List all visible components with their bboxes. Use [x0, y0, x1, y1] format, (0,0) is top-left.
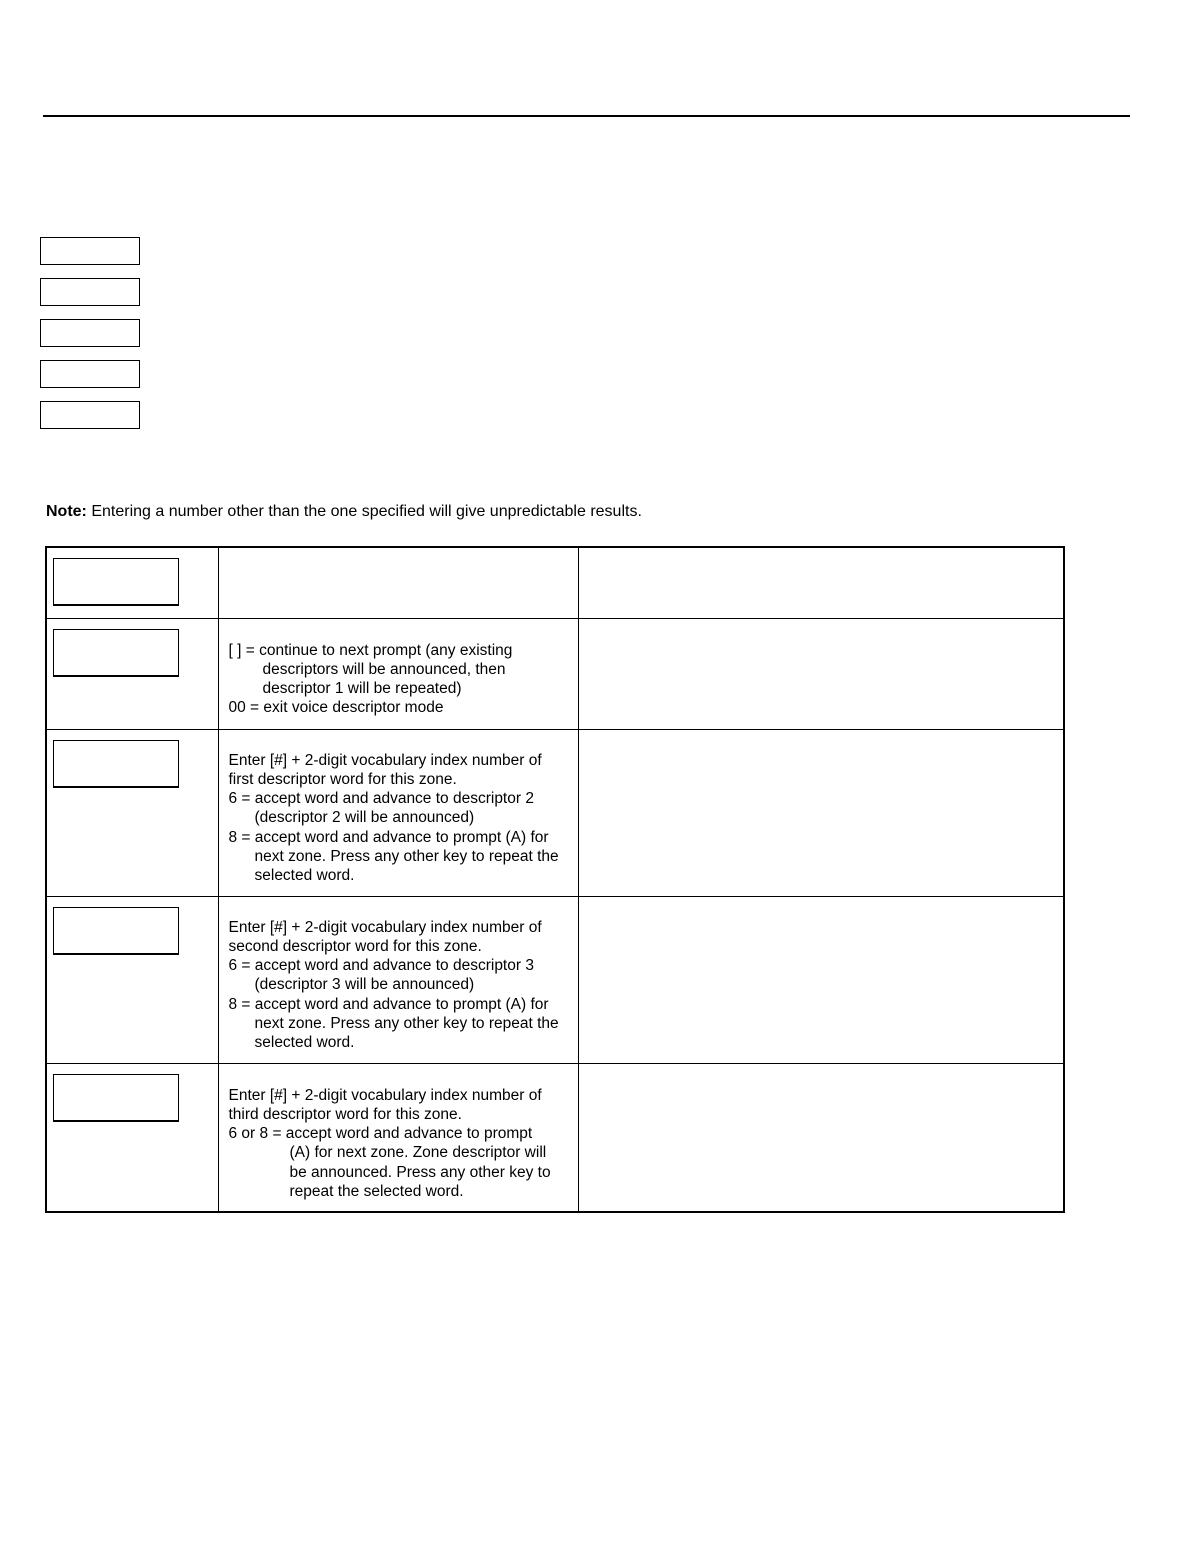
key-box-2: [40, 278, 140, 306]
entry-line: selected word.: [254, 1034, 355, 1052]
entry-line: third descriptor word for this zone.: [228, 1105, 462, 1123]
entry-line: 6 = accept word and advance to descriptor 3: [228, 957, 534, 975]
note-text: Entering a number other than the one specified will give unpredictable results.: [86, 503, 642, 520]
table-row: [46, 618, 1064, 729]
entry-line: repeat the selected word.: [289, 1182, 464, 1200]
table-row: [46, 729, 1064, 896]
entry-line: 6 = accept word and advance to descriptor 2: [228, 790, 534, 808]
entry-line: (A) for next zone. Zone descriptor will: [289, 1144, 547, 1162]
entry-line: 6 or 8 = accept word and advance to prompt: [228, 1125, 533, 1143]
entry-cell: [218, 547, 578, 618]
entry-cell: [218, 1063, 578, 1212]
entry-cell: [218, 729, 578, 896]
display-cell: [46, 729, 218, 896]
entry-cell: [218, 896, 578, 1063]
entry-line: (descriptor 3 will be announced): [254, 976, 475, 994]
notes-cell: [578, 1063, 1064, 1212]
display-cell: [46, 1063, 218, 1212]
table-row: [46, 1063, 1064, 1212]
notes-cell: [578, 896, 1064, 1063]
display-box-1: [53, 558, 179, 606]
entry-line: Enter [#] + 2-digit vocabulary index number of: [228, 751, 542, 769]
entry-line: 8 = accept word and advance to prompt (A) for: [228, 828, 549, 846]
entry-line: 00 = exit voice descriptor mode: [228, 699, 444, 717]
display-box-5: [53, 1074, 179, 1122]
note-label: Note:: [46, 503, 87, 520]
display-cell: [46, 547, 218, 618]
key-box-3: [40, 319, 140, 347]
entry-line: selected word.: [254, 867, 355, 885]
table-row: [46, 896, 1064, 1063]
note-paragraph: [46, 502, 642, 522]
display-cell: [46, 896, 218, 1063]
entry-line: [ ] = continue to next prompt (any existing: [228, 641, 513, 659]
display-cell: [46, 618, 218, 729]
entry-line: second descriptor word for this zone.: [228, 937, 482, 955]
entry-line: descriptor 1 will be repeated): [262, 680, 462, 698]
key-box-1: [40, 237, 140, 265]
entry-line: Enter [#] + 2-digit vocabulary index number of: [228, 1086, 542, 1104]
display-box-4: [53, 907, 179, 955]
entry-line: 8 = accept word and advance to prompt (A) for: [228, 995, 549, 1013]
key-box-5: [40, 401, 140, 429]
voice-descriptor-table: [45, 546, 1065, 1213]
notes-cell: [578, 547, 1064, 618]
entry-cell: [218, 618, 578, 729]
notes-cell: [578, 729, 1064, 896]
key-box-4: [40, 360, 140, 388]
entry-line: descriptors will be announced, then: [262, 660, 506, 678]
entry-line: first descriptor word for this zone.: [228, 770, 457, 788]
entry-line: next zone. Press any other key to repeat the: [254, 847, 559, 865]
entry-line: next zone. Press any other key to repeat the: [254, 1014, 559, 1032]
entry-line: Enter [#] + 2-digit vocabulary index number of: [228, 918, 542, 936]
display-box-3: [53, 740, 179, 788]
notes-cell: [578, 618, 1064, 729]
entry-line: (descriptor 2 will be announced): [254, 809, 475, 827]
entry-line: be announced. Press any other key to: [289, 1163, 551, 1181]
header-rule: [43, 115, 1130, 117]
display-box-2: [53, 629, 179, 677]
table-row-header: [46, 547, 1064, 618]
